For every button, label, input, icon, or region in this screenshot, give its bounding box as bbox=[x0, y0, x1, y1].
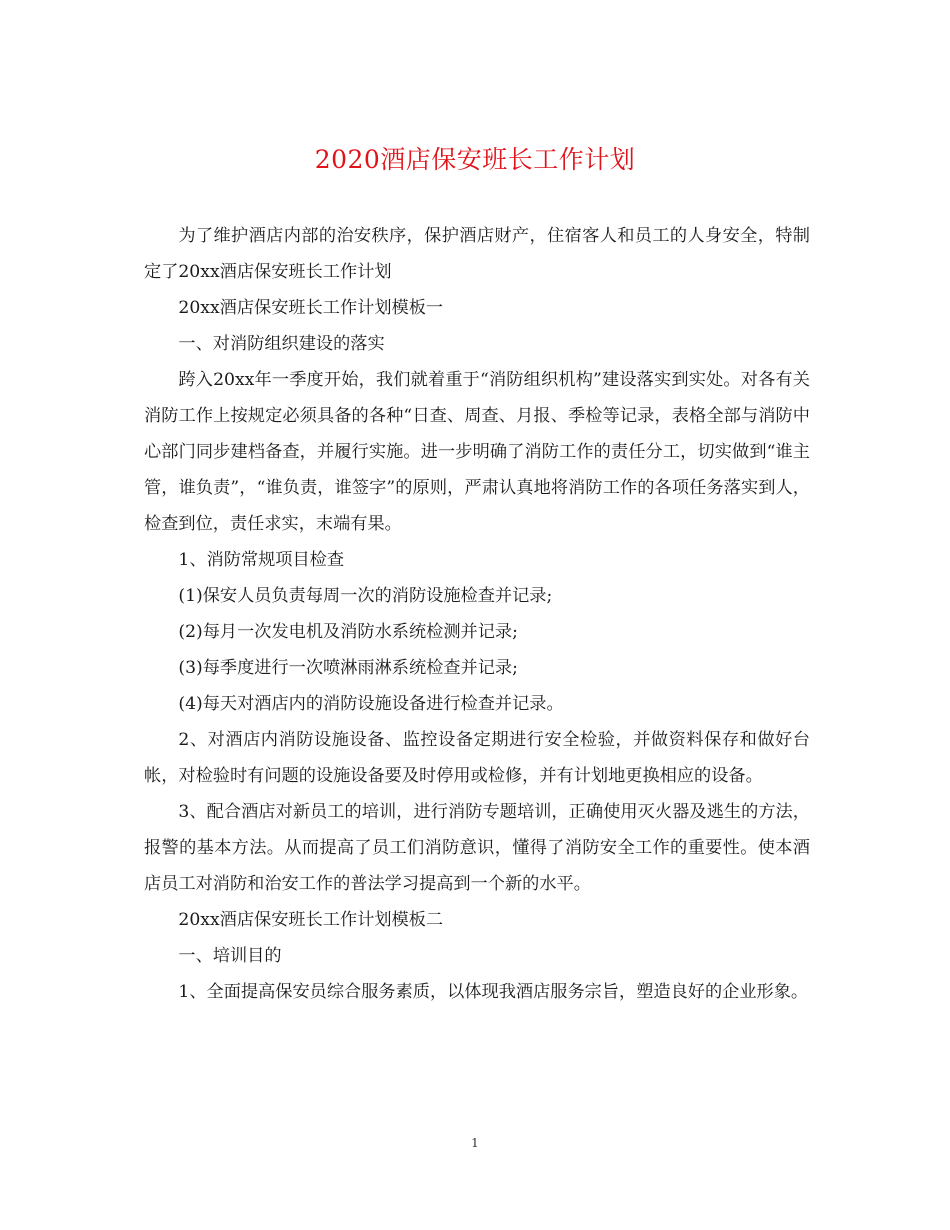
paragraph: 20xx酒店保安班长工作计划模板二 bbox=[178, 910, 444, 930]
document-title: 2020酒店保安班长工作计划 bbox=[314, 145, 636, 174]
paragraph: (4)每天对酒店内的消防设施设备进行检查并记录。 bbox=[178, 694, 564, 714]
paragraph: 2、对酒店内消防设施设备、监控设备定期进行安全检验，并做资料保存和做好台帐，对检验时有问题的设施设备要及时停用或检修，并有计划地更换相应的设备。 bbox=[144, 730, 810, 786]
paragraph: 为了维护酒店内部的治安秩序，保护酒店财产，住宿客人和员工的人身安全，特制定了20xx酒店保安班长工作计划 bbox=[144, 226, 810, 282]
paragraph: (1)保安人员负责每周一次的消防设施检查并记录; bbox=[178, 586, 553, 606]
paragraph: 3、配合酒店对新员工的培训，进行消防专题培训，正确使用灭火器及逃生的方法，报警的基本方法。从而提高了员工们消防意识，懂得了消防安全工作的重要性。使本酒店员工对消防和治安工作的普法学习提高到一个新的水平。 bbox=[144, 802, 810, 894]
paragraph: (2)每月一次发电机及消防水系统检测并记录; bbox=[178, 622, 518, 642]
paragraph: 一、培训目的 bbox=[178, 946, 282, 966]
paragraph: 跨入20xx年一季度开始，我们就着重于“消防组织机构”建设落实到实处。对各有关消防工作上按规定必须具备的各种“日查、周查、月报、季检等记录，表格全部与消防中心部门同步建档备查，并履行实施。进一步明确了消防工作的责任分工，切实做到“谁主管，谁负责”，“谁负责，谁签字”的原则，严肃认真地将消防工作的各项任务落实到人，检查到位，责任求实，末端有果。 bbox=[144, 370, 810, 534]
document-body bbox=[144, 218, 810, 1010]
paragraph: 一、对消防组织建设的落实 bbox=[178, 334, 385, 354]
paragraph: 1、消防常规项目检查 bbox=[178, 550, 345, 570]
paragraph: 1、全面提高保安员综合服务素质，以体现我酒店服务宗旨，塑造良好的企业形象。 bbox=[178, 982, 809, 1002]
paragraph: 20xx酒店保安班长工作计划模板一 bbox=[178, 298, 444, 318]
paragraph: (3)每季度进行一次喷淋雨淋系统检查并记录; bbox=[178, 658, 518, 678]
page-number: 1 bbox=[471, 1136, 479, 1150]
